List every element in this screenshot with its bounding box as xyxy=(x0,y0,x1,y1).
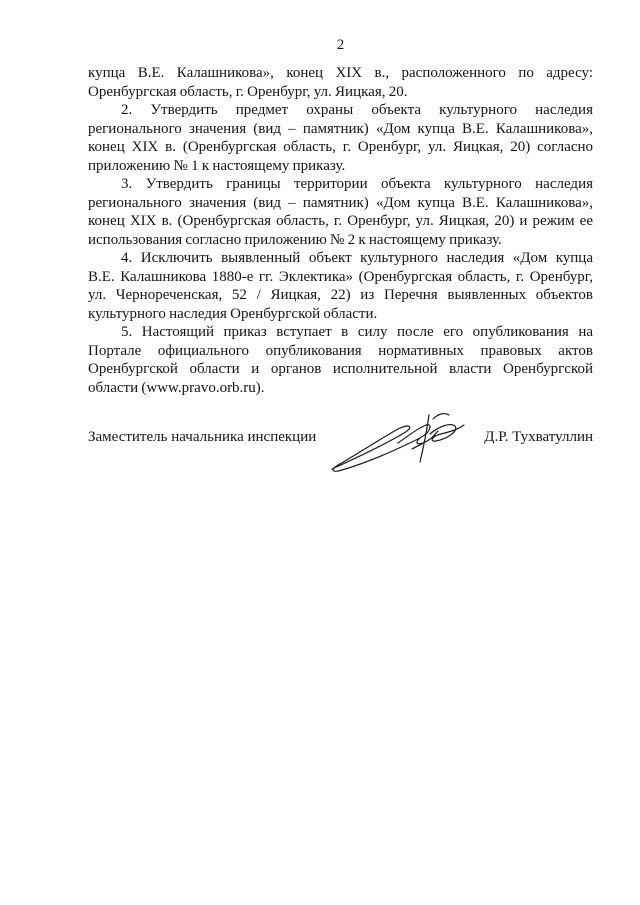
signatory-name: Д.Р. Тухватуллин xyxy=(484,429,593,445)
handwritten-signature xyxy=(326,405,466,475)
text-line: 2. Утвердить предмет охраны объекта культурного наследия xyxy=(121,102,593,118)
text-line: конец XIX в. (Оренбургская область, г. Оренбург, ул. Яицкая, 20) согласно xyxy=(88,139,593,155)
document-body xyxy=(88,64,593,397)
text-line: ул. Чернореченская, 52 / Яицкая, 22) из Перечня выявленных объектов xyxy=(88,287,593,303)
text-line: конец XIX в. (Оренбургская область, г. Оренбург, ул. Яицкая, 20) и режим ее xyxy=(88,213,593,229)
signatory-position: Заместитель начальника инспекции xyxy=(88,429,317,445)
text-line: 4. Исключить выявленный объект культурного наследия «Дом купца xyxy=(121,250,593,266)
text-line: 5. Настоящий приказ вступает в силу после его опубликования на xyxy=(121,324,593,340)
text-line: регионального значения (вид – памятник) «Дом купца В.Е. Калашникова», xyxy=(88,194,593,211)
signature-block xyxy=(88,405,593,477)
text-line: культурного наследия Оренбургской области. xyxy=(88,305,378,322)
paragraph-continuation xyxy=(88,64,593,101)
text-line: 3. Утвердить границы территории объекта культурного наследия xyxy=(121,176,593,192)
text-line: Оренбургской области и органов исполнительной власти Оренбургской xyxy=(88,361,593,377)
paragraph-item-5 xyxy=(88,323,593,397)
text-line: Оренбургская область, г. Оренбург, ул. Яицкая, 20. xyxy=(88,83,408,100)
text-line: регионального значения (вид – памятник) «Дом купца В.Е. Калашникова», xyxy=(88,120,593,137)
paragraph-item-3 xyxy=(88,175,593,249)
page-number: 2 xyxy=(336,37,345,53)
paragraph-item-2 xyxy=(88,101,593,175)
text-line: использования согласно приложению № 2 к настоящему приказу. xyxy=(88,231,502,248)
text-line: приложению № 1 к настоящему приказу. xyxy=(88,157,346,174)
text-line: области (www.pravo.orb.ru). xyxy=(88,379,265,396)
text-line: В.Е. Калашникова 1880-е гг. Эклектика» (Оренбургская область, г. Оренбург, xyxy=(88,268,593,285)
paragraph-item-4 xyxy=(88,249,593,323)
text-line: купца В.Е. Калашникова», конец XIX в., расположенного по адресу: xyxy=(88,65,593,81)
text-line: Портале официального опубликования нормативных правовых актов xyxy=(88,342,593,359)
